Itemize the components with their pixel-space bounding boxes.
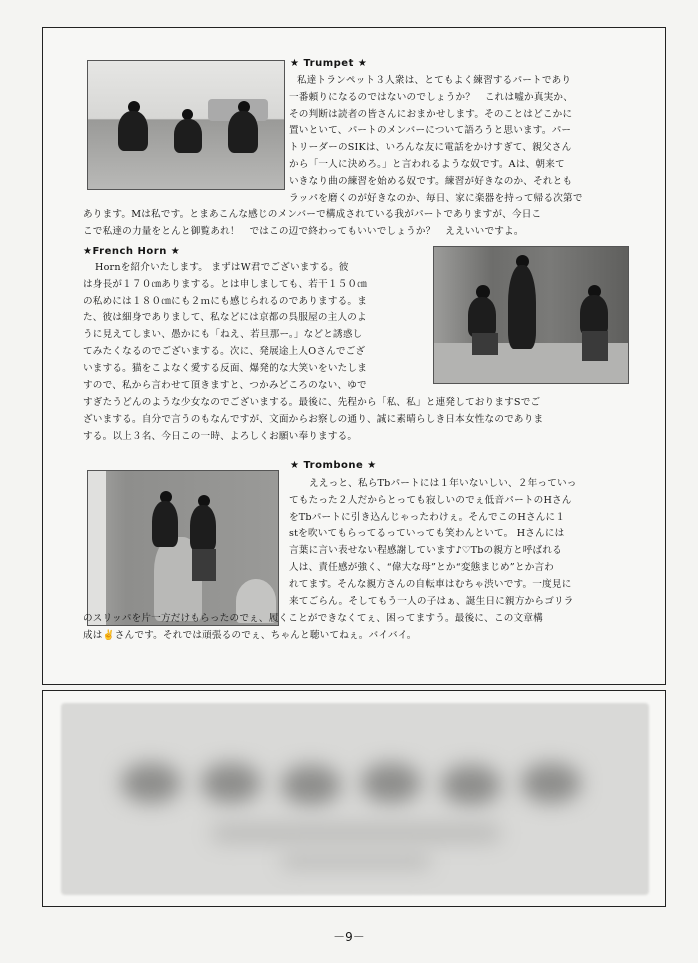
horn-line: すぎたうどんのような少女なのでございまする。最後に、先程から「私、私」と連発しておりますSでご: [83, 397, 541, 408]
trombone-line: のスリッパを片一方だけもらったのでぇ、履くことができなくてぇ、困ってますう。最後に、この文章構: [83, 613, 543, 624]
trumpet-line: から「一人に決めろ。」と言われるような奴です。Aは、朝来て: [289, 158, 565, 170]
blurred-image: [61, 703, 649, 895]
trumpet-line: トリーダーのSIKは、いろんな友に電話をかけすぎて、親父さん: [289, 142, 572, 154]
page-number: －9－: [333, 930, 365, 944]
trombone-line: 成は✌さんです。それでは頑張るのでぇ、ちゃんと聴いてねぇ。バイバイ。: [83, 629, 417, 641]
horn-line: いまする。猫をこよなく愛する反面、爆発的な大笑いをいたしま: [83, 362, 368, 374]
horn-photo: [433, 246, 629, 384]
horn-line: すので、私から言わせて頂きますと、つかみどころのない、ゆで: [83, 379, 367, 391]
trumpet-line: こで私達の力量をとんと御覧あれ！ ではこの辺で終わってもいいでしょうか？ ええいいですよ。: [83, 225, 524, 237]
trombone-line: 来てごらん。そしてもう一人の子はぁ、誕生日に親方からゴリラ: [289, 595, 574, 607]
horn-line: うに見えてしまい、愚かにも「ねえ、若旦那ー。」などと誘惑し: [83, 329, 363, 341]
trombone-line: れてます。そんな親方さんの自転車はむちゃ渋いです。一度見に: [289, 578, 572, 590]
trumpet-text: [289, 73, 661, 207]
trumpet-line: その判断は読者の皆さんにおまかせします。そのことはどこかに: [289, 108, 573, 120]
horn-line: Hornを紹介いたします。 まずはW君でございまする。彼: [95, 262, 349, 273]
trumpet-line: いきなり曲の練習を始める奴です。練習が好きなのか、それとも: [289, 175, 573, 187]
blurred-panel: [42, 690, 666, 907]
horn-line: する。以上３名、今日この一時、よろしくお願い奉りまする。: [83, 430, 358, 442]
trumpet-photo: [87, 60, 285, 190]
trombone-line: 人は、責任感が強く、“偉大な母”とか“変態まじめ”とか言わ: [289, 561, 555, 573]
trumpet-heading: ★ Trumpet ★: [290, 58, 368, 69]
trumpet-text-wide: [83, 207, 663, 241]
horn-text: [83, 260, 433, 394]
horn-line: の私めには１８０㎝にも２ｍにも感じられるのでありまする。ま: [83, 295, 368, 307]
trumpet-line: 置いといて、パートのメンバーについて語ろうと思います。パー: [289, 125, 572, 137]
trombone-line: をTbパートに引き込んじゃったわけぇ。そんでこのHさんに１: [289, 511, 566, 523]
horn-line: ざいまする。自分で言うのもなんですが、文面からお察しの通り、誠に素晴らしき日本女性なのでありま: [83, 413, 544, 425]
trumpet-line: ラッパを磨くのが好きなのか、毎日、家に楽器を持って帰る次第で: [289, 192, 583, 204]
trombone-line: 言葉に言い表せない程感謝しています♪♡Tbの親方と呼ばれる: [289, 545, 562, 557]
horn-line: た、彼は細身でありまして、私などには京都の呉服屋の主人のよ: [83, 312, 367, 324]
trombone-photo: [87, 470, 279, 626]
horn-heading: ★French Horn ★: [83, 246, 181, 257]
trombone-text: [289, 476, 661, 610]
trombone-text-wide: [83, 611, 663, 645]
trombone-line: てもたった２人だからとっても寂しいのでぇ低音パートのHさん: [289, 494, 572, 506]
horn-line: は身長が１７０㎝ありまする。とは申しましても、若干１５０㎝: [83, 278, 368, 290]
article-frame: [42, 27, 666, 685]
trombone-heading: ★ Trombone ★: [290, 460, 377, 471]
trumpet-line: 私達トランペット３人衆は、とてもよく練習するパートであり: [297, 75, 572, 86]
trumpet-line: あります。Mは私です。とまあこんな感じのメンバーで構成されている我がパートでありますが、今日こ: [83, 209, 542, 220]
trombone-line: ええっと、私らTbパートには１年いないしい、２年っていっ: [309, 478, 577, 489]
trumpet-line: 一番頼りになるのではないのでしょうか？ これは嘘か真実か、: [289, 91, 574, 103]
horn-text-wide: [83, 395, 663, 445]
trombone-line: stを吹いてもらってるっていっても笑わんといて。 Hさんには: [289, 528, 565, 540]
horn-line: てみたくなるのでございまする。次に、発展途上人Oさんでござ: [83, 345, 366, 357]
